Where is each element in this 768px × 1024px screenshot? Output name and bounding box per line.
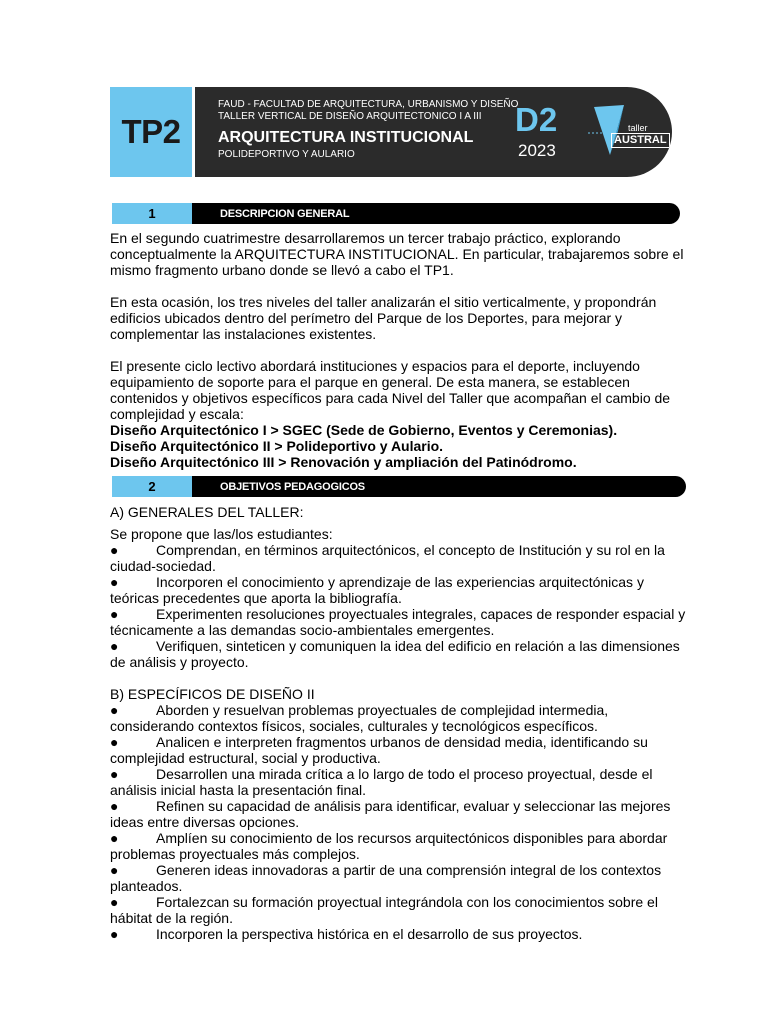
list-item: ● Incorporen el conocimiento y aprendizaje de las experiencias arquitectónicas y teóricas precedentes que aporta la bibliografía. [110,574,644,606]
general-intro: Se propone que las/los estudiantes: [110,526,333,542]
bullet-icon: ● [110,894,119,910]
specific-heading: B) ESPECÍFICOS DE DISEÑO II [110,686,315,702]
list-item: ● Amplíen su conocimiento de los recursos arquitectónicos disponibles para abordar problemas proyectuales más complejos. [110,830,668,862]
workshop-name: TALLER VERTICAL DE DISEÑO ARQUITECTONICO I A III [218,111,482,122]
list-item: ● Incorporen la perspectiva histórica en el desarrollo de sus proyectos. [110,926,583,942]
header-banner [110,87,672,177]
banner-divider [192,87,195,177]
logo-text-big: AUSTRAL [611,133,670,148]
paragraph-3 [110,358,690,470]
level-item: Diseño Arquitectónico I > SGEC (Sede de Gobierno, Eventos y Ceremonias). [110,422,618,438]
bullet-icon: ● [110,766,119,782]
banner-title: ARQUITECTURA INSTITUCIONAL [218,129,474,146]
tp-label: TP2 [110,87,192,177]
list-item: ● Desarrollen una mirada crítica a lo largo de todo el proceso proyectual, desde el análisis inicial hasta la presentación final. [110,766,653,798]
objectives-specific [110,686,690,942]
bullet-icon: ● [110,542,119,558]
list-item: ● Generen ideas innovadoras a partir de una comprensión integral de los contextos planteados. [110,862,662,894]
section-1-number: 1 [112,203,192,224]
section-2-number: 2 [112,476,192,497]
list-item: ● Analicen e interpreten fragmentos urbanos de densidad media, identificando su complejidad estructural, social y productiva. [110,734,648,766]
general-heading: A) GENERALES DEL TALLER: [110,504,304,520]
list-item: ● Fortalezcan su formación proyectual integrándola con los conocimientos sobre el hábitat de la región. [110,894,658,926]
bullet-icon: ● [110,830,119,846]
austral-logo-icon [588,101,660,163]
list-item: ● Verifiquen, sinteticen y comuniquen la idea del edificio en relación a las dimensiones de análisis y proyecto. [110,638,680,670]
list-item: ● Comprendan, en términos arquitectónicos, el concepto de Institución y su rol en la ciudad-sociedad. [110,542,665,574]
level-item: Diseño Arquitectónico II > Polideportivo y Aulario. [110,438,444,454]
faculty-name: FAUD - FACULTAD DE ARQUITECTURA, URBANISMO Y DISEÑO [218,99,519,110]
paragraph-1: En el segundo cuatrimestre desarrollaremos un tercer trabajo práctico, explorando conceptualmente la ARQUITECTURA INSTITUCIONAL. En particular, trabajaremos sobre el mismo fragmento urbano donde se llevó a cabo el TP1. [110,230,684,278]
list-item: ● Experimenten resoluciones proyectuales integrales, capaces de responder espacial y técnicamente a las demandas socio-ambientales emergentes. [110,606,686,638]
year-label: 2023 [518,141,556,160]
section-1-title: DESCRIPCION GENERAL [192,203,680,224]
level-item: Diseño Arquitectónico III > Renovación y ampliación del Patinódromo. [110,454,577,470]
list-item: ● Aborden y resuelvan problemas proyectuales de complejidad intermedia, considerando contextos físicos, sociales, culturales y tecnológicos específicos. [110,702,609,734]
paragraph-3-text: El presente ciclo lectivo abordará instituciones y espacios para el deporte, incluyendo equipamiento de soporte para el parque en general. De esta manera, se establecen contenidos y objetivos específicos para cada Nivel del Taller que acompañan el cambio de complejidad y escala: [110,358,671,422]
bullet-icon: ● [110,734,119,750]
paragraph-2: En esta ocasión, los tres niveles del taller analizarán el sitio verticalmente, y propondrán edificios ubicados dentro del perímetro del Parque de los Deportes, para mejorar y complementar las instalaciones existentes. [110,294,657,342]
section-1-header [112,203,680,224]
bullet-icon: ● [110,798,119,814]
bullet-icon: ● [110,574,119,590]
bullet-icon: ● [110,926,119,942]
logo-text-small: taller [628,123,648,133]
section-2-title: OBJETIVOS PEDAGOGICOS [192,476,686,497]
section-2-header [112,476,686,497]
banner-subtitle: POLIDEPORTIVO Y AULARIO [218,149,355,160]
bullet-icon: ● [110,702,119,718]
level-label: D2 [515,101,558,138]
bullet-icon: ● [110,862,119,878]
objectives-general [110,504,690,670]
list-item: ● Refinen su capacidad de análisis para identificar, evaluar y seleccionar las mejores ideas entre diversas opciones. [110,798,671,830]
bullet-icon: ● [110,606,119,622]
bullet-icon: ● [110,638,119,654]
